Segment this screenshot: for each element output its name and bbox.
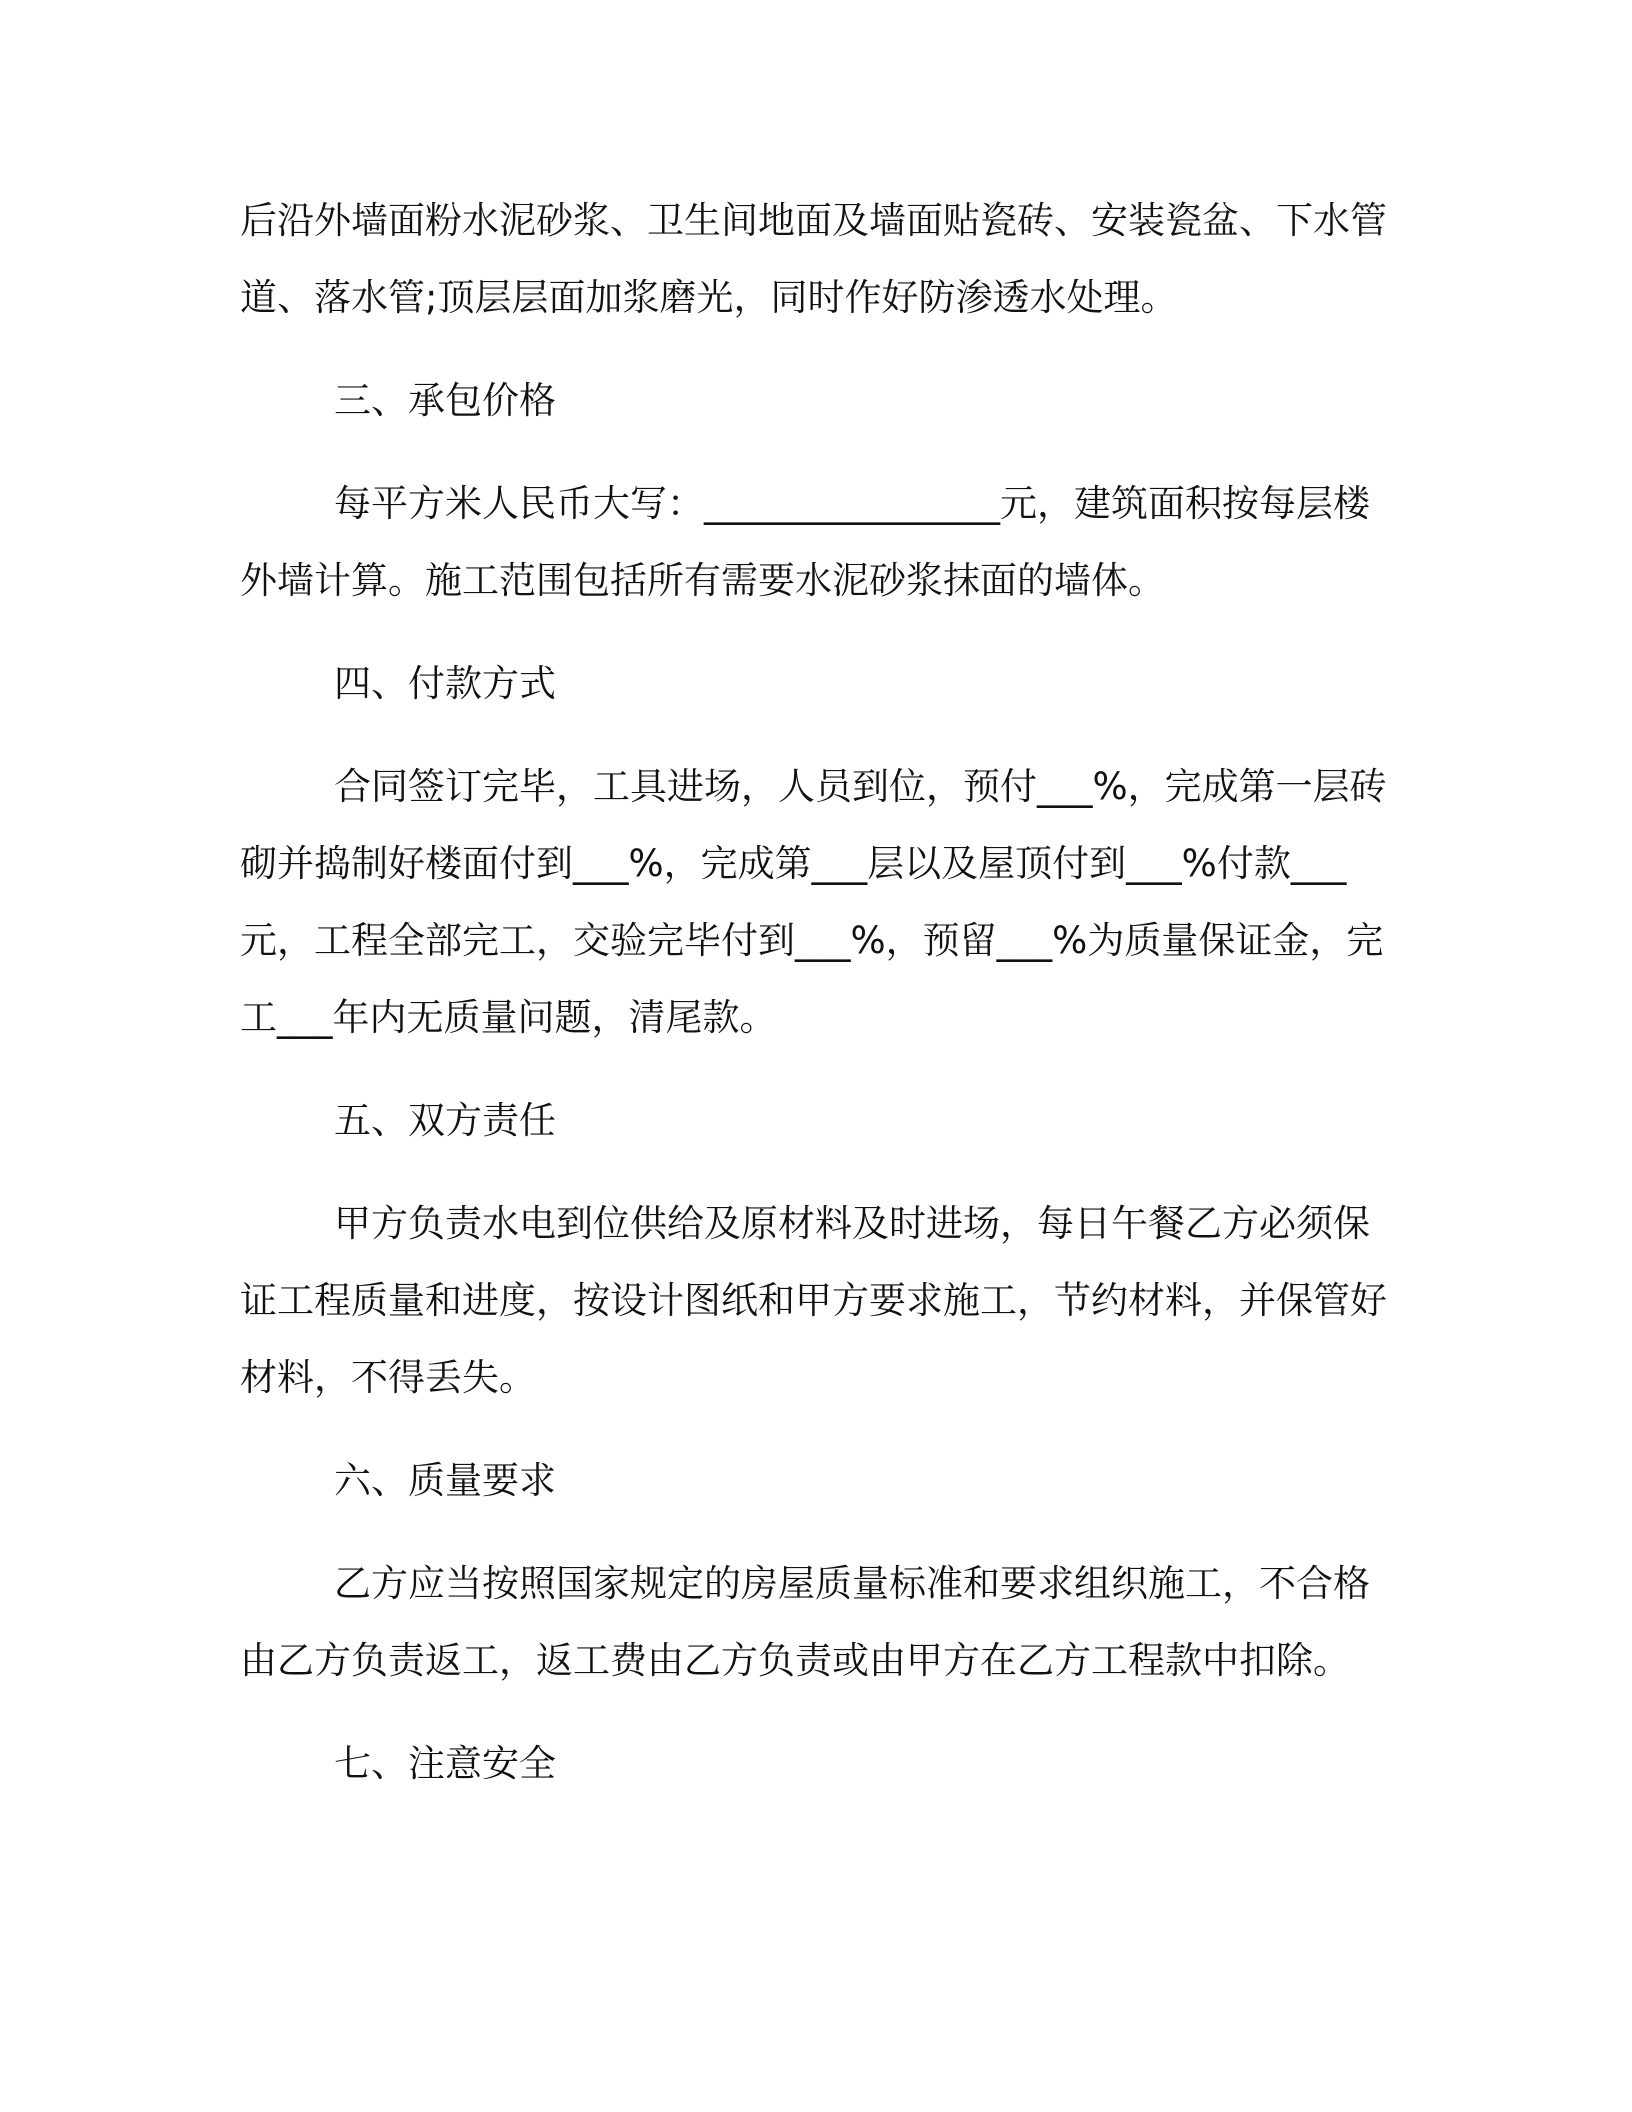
- document-body: [240, 182, 1390, 1802]
- section-heading-price: 三、承包价格: [334, 379, 556, 422]
- paragraph-payment: 合同签订完毕，工具进场，人员到位，预付___%，完成第一层砖砌并捣制好楼面付到___%，完成第___层以及屋顶付到___%付款___元，工程全部完工，交验完毕付到___%，预留___%为质量保证金，完工___年内无质量问题，清尾款。: [240, 765, 1387, 1039]
- paragraph-continuation: 后沿外墙面粉水泥砂浆、卫生间地面及墙面贴瓷砖、安装瓷盆、下水管道、落水管;顶层层面加浆磨光，同时作好防渗透水处理。: [240, 199, 1387, 319]
- section-heading-responsibility: 五、双方责任: [334, 1099, 556, 1142]
- paragraph-quality: 乙方应当按照国家规定的房屋质量标准和要求组织施工，不合格由乙方负责返工，返工费由乙方负责或由甲方在乙方工程款中扣除。: [240, 1562, 1370, 1682]
- section-heading-payment: 四、付款方式: [334, 662, 556, 705]
- paragraph-responsibility: 甲方负责水电到位供给及原材料及时进场，每日午餐乙方必须保证工程质量和进度，按设计图纸和甲方要求施工，节约材料，并保管好材料，不得丢失。: [240, 1202, 1387, 1399]
- section-heading-quality: 六、质量要求: [334, 1459, 556, 1502]
- paragraph-price: 每平方米人民币大写：________________元，建筑面积按每层楼外墙计算。施工范围包括所有需要水泥砂浆抹面的墙体。: [240, 482, 1370, 602]
- section-heading-safety: 七、注意安全: [334, 1742, 556, 1785]
